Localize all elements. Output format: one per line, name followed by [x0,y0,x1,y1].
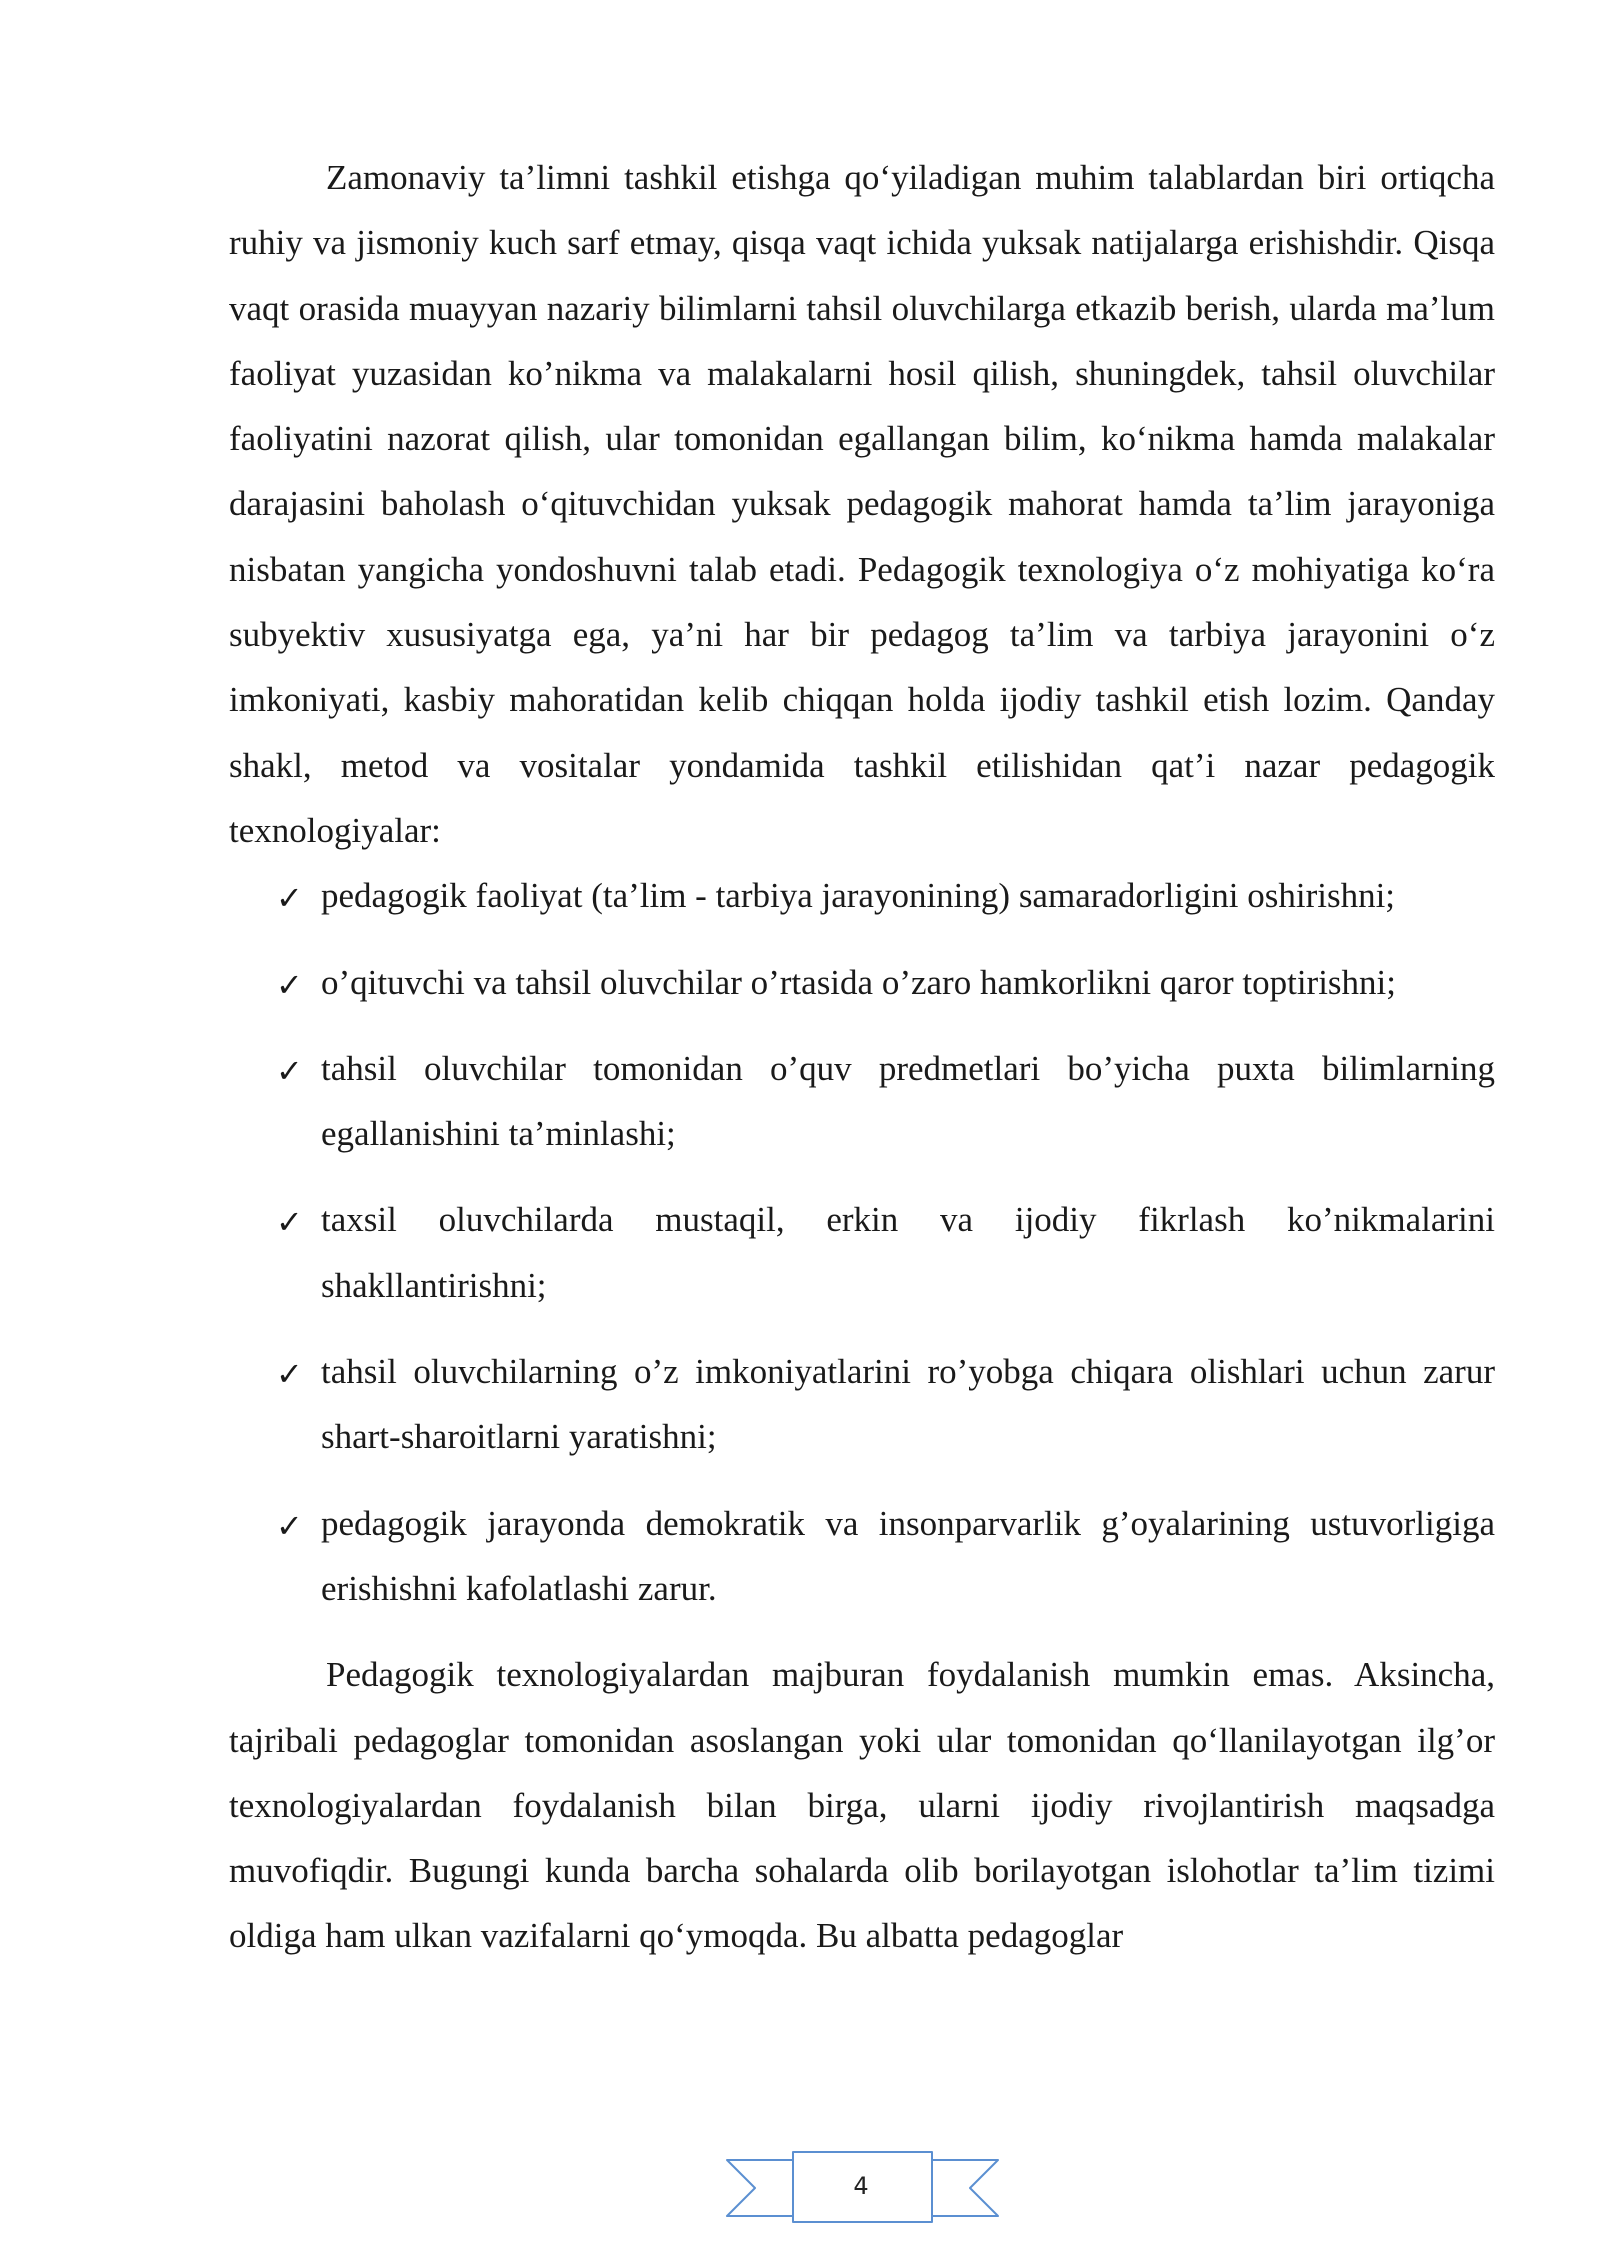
paragraph-2: Pedagogik texnologiyalardan majburan foydalanish mumkin emas. Aksincha, tajribali pedagoglar tomonidan asoslangan yoki ular tomonidan qo‘llanilayotgan ilg’or texnologiyalardan foydalanish bilan birga, ularni ijodiy rivojlantirish maqsadga muvofiqdir. Bugungi kunda barcha sohalarda olib borilayotgan islohotlar ta’lim tizimi oldiga ham ulkan vazifalarni qo‘ymoqda. Bu albatta pedagoglar [229,1655,1495,1956]
list-item [184,1187,1495,1318]
paragraph-1: Zamonaviy ta’limni tashkil etishga qo‘yiladigan muhim talablardan biri ortiqcha ruhiy va jismoniy kuch sarf etmay, qisqa vaqt ichida yuksak natijalarga erishishdir. Qisqa vaqt orasida muayyan nazariy bilimlarni tahsil oluvchilarga etkazib berish, ularda ma’lum faoliyat yuzasidan ko’nikma va malakalarni hosil qilish, shuningdek, tahsil oluvchilar faoliyatini nazorat qilish, ular tomonidan egallangan bilim, ko‘nikma hamda malakalar darajasini baholash o‘qituvchidan yuksak pedagogik mahorat hamda ta’lim jarayoniga nisbatan yangicha yondoshuvni talab etadi. Pedagogik texnologiya o‘z mohiyatiga ko‘ra subyektiv xususiyatga ega, ya’ni har bir pedagog ta’lim va tarbiya jarayonini o‘z imkoniyati, kasbiy mahoratidan kelib chiqqan holda ijodiy tashkil etish lozim. Qanday shakl, metod va vositalar yondamida tashkil etilishidan qat’i nazar pedagogik texnologiyalar: [229,158,1495,850]
list-item-text: taxsil oluvchilarda mustaqil, erkin va ijodiy fikrlash ko’nikmalarini shakllantirishni; [321,1200,1495,1305]
list-item-text: pedagogik faoliyat (ta’lim - tarbiya jarayonining) samaradorligini oshirishni; [321,876,1396,916]
list-item [184,1491,1495,1622]
checkmark-icon: ✓ [276,1051,303,1090]
list-item [184,1339,1495,1470]
page-body [229,145,1495,1969]
list-item-text: o’qituvchi va tahsil oluvchilar o’rtasida o’zaro hamkorlikni qaror toptirishni; [321,962,1397,1002]
checkmark-icon: ✓ [276,1203,303,1242]
list-item-text: tahsil oluvchilarning o’z imkoniyatlarini ro’yobga chiqara olishlari uchun zarur shart-sharoitlarni yaratishni; [321,1352,1495,1457]
bullet-list [229,863,1495,1621]
list-item-text: pedagogik jarayonda demokratik va insonparvarlik g’oyalarining ustuvorligiga erishishni kafolatlashi zarur. [321,1503,1495,1608]
list-item [184,950,1495,1015]
list-item [184,1036,1495,1167]
checkmark-icon: ✓ [276,965,303,1004]
checkmark-icon: ✓ [276,879,303,918]
list-item [184,863,1495,928]
list-item-text: tahsil oluvchilar tomonidan o’quv predmetlari bo’yicha puxta bilimlarning egallanishini ta’minlashi; [321,1048,1495,1154]
checkmark-icon: ✓ [276,1506,303,1545]
checkmark-icon: ✓ [276,1355,303,1394]
page-number: 4 [853,2172,869,2200]
